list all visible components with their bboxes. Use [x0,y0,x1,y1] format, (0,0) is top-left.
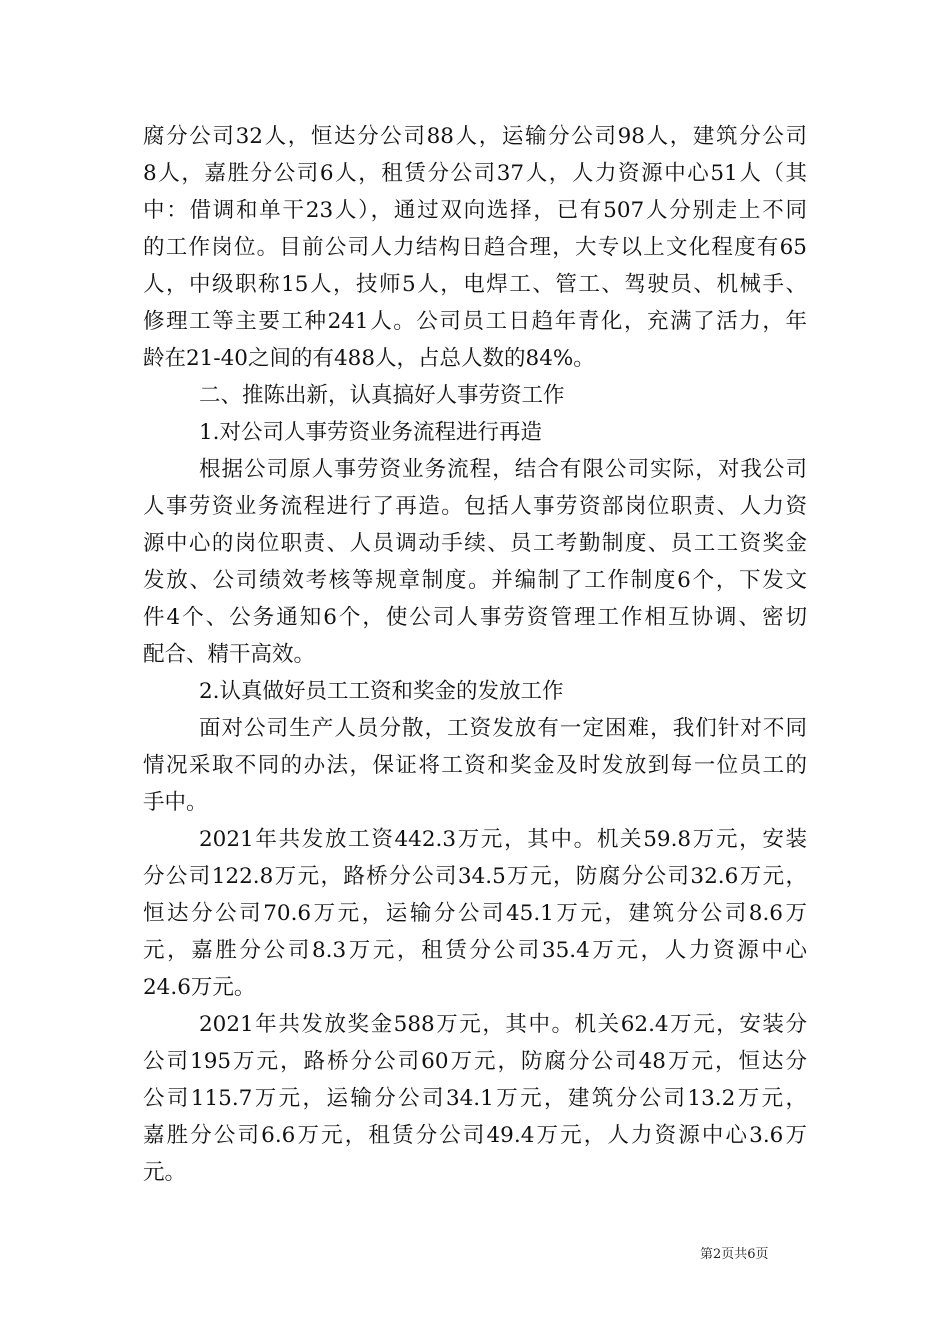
subsection-heading: 2.认真做好员工工资和奖金的发放工作 [199,679,564,704]
body-line: 公司195万元，路桥分公司60万元，防腐分公司48万元，恒达分 [143,1049,807,1074]
body-line: 修理工等主要工种241人。公司员工日趋年青化，充满了活力，年 [143,309,807,334]
body-line: 公司115.7万元，运输分公司34.1万元，建筑分公司13.2万元， [143,1086,807,1111]
paragraph-first-line: 2021年共发放奖金588万元，其中。机关62.4万元，安装分 [199,1012,807,1037]
body-line: 发放、公司绩效考核等规章制度。并编制了工作制度6个，下发文 [143,568,807,593]
body-line: 人事劳资业务流程进行了再造。包括人事劳资部岗位职责、人力资 [143,494,807,519]
body-line: 元，嘉胜分公司8.3万元，租赁分公司35.4万元，人力资源中心 [143,938,807,963]
body-line: 元。 [143,1160,187,1185]
body-line: 人，中级职称15人，技师5人，电焊工、管工、驾驶员、机械手、 [143,272,807,297]
body-line: 手中。 [143,790,208,815]
body-line: 配合、精干高效。 [143,642,316,667]
body-line: 中：借调和单干23人），通过双向选择，已有507人分别走上不同 [143,198,807,223]
body-line: 分公司122.8万元，路桥分公司34.5万元，防腐分公司32.6万元， [143,864,807,889]
body-line: 8人，嘉胜分公司6人，租赁分公司37人，人力资源中心51人（其 [143,161,807,186]
subsection-heading: 1.对公司人事劳资业务流程进行再造 [199,420,543,445]
body-line: 件4个、公务通知6个，使公司人事劳资管理工作相互协调、密切 [143,605,807,630]
body-line: 腐分公司32人，恒达分公司88人，运输分公司98人，建筑分公司 [143,124,807,149]
paragraph-first-line: 2021年共发放工资442.3万元，其中。机关59.8万元，安装 [199,827,807,852]
paragraph-first-line: 面对公司生产人员分散，工资发放有一定困难，我们针对不同 [199,716,807,741]
body-line: 情况采取不同的办法，保证将工资和奖金及时发放到每一位员工的 [143,753,807,778]
body-line: 龄在21-40之间的有488人，占总人数的84%。 [143,346,595,371]
body-line: 的工作岗位。目前公司人力结构日趋合理，大专以上文化程度有65 [143,235,807,260]
paragraph-first-line: 根据公司原人事劳资业务流程，结合有限公司实际，对我公司 [199,457,807,482]
page-number: 第2页共6页 [700,1247,769,1262]
body-line: 源中心的岗位职责、人员调动手续、员工考勤制度、员工工资奖金 [143,531,807,556]
document-body [143,118,807,1191]
body-line: 恒达分公司70.6万元，运输分公司45.1万元，建筑分公司8.6万 [143,901,807,926]
body-line: 嘉胜分公司6.6万元，租赁分公司49.4万元，人力资源中心3.6万 [143,1123,807,1148]
section-heading: 二、推陈出新，认真搞好人事劳资工作 [199,383,565,408]
body-line: 24.6万元。 [143,975,256,1000]
